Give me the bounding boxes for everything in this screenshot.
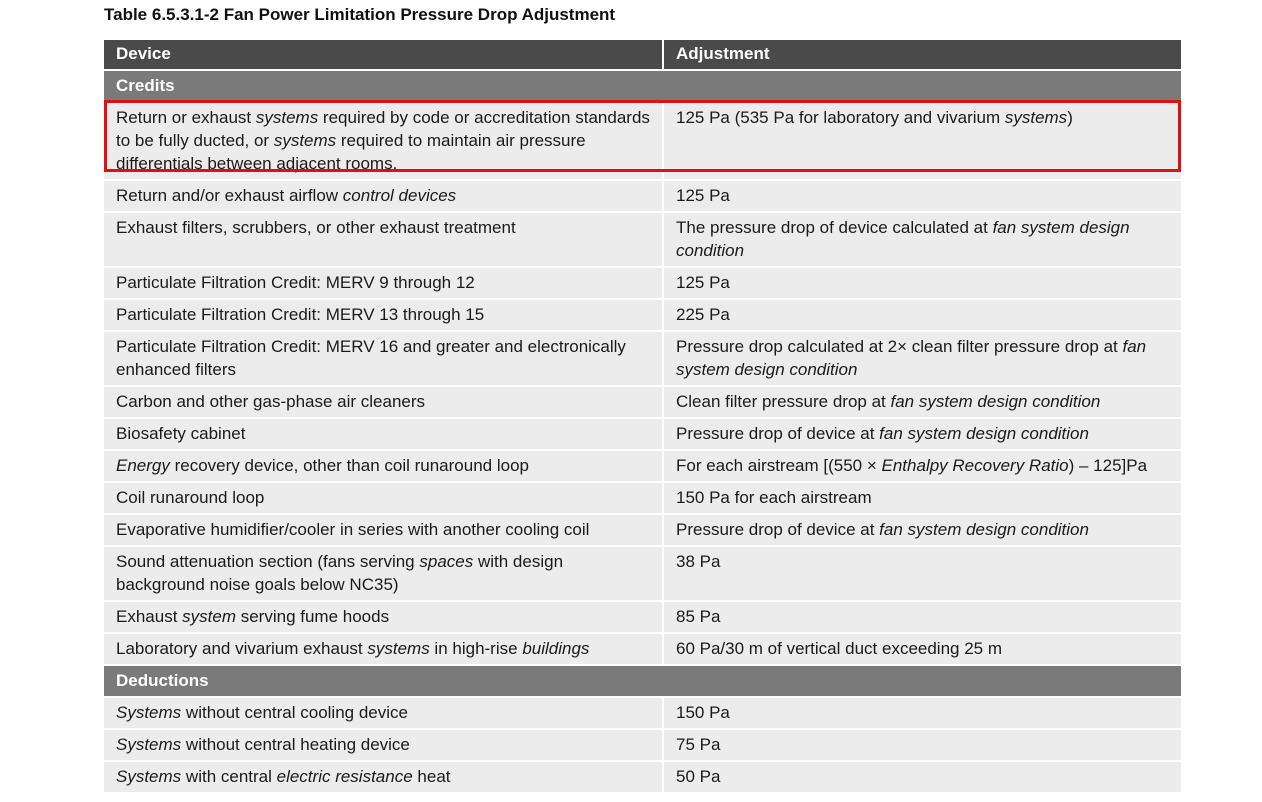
- cell-text: in high-rise: [429, 639, 523, 658]
- defined-term: buildings: [522, 639, 590, 658]
- cell-text: 125 Pa (535 Pa for laboratory and vivarium: [676, 108, 1005, 127]
- device-cell: [104, 213, 664, 268]
- table-row: [104, 387, 1181, 419]
- table-row: [104, 515, 1181, 547]
- adjustment-cell: [664, 332, 1181, 387]
- cell-text: Biosafety cabinet: [116, 424, 246, 443]
- device-cell: [104, 181, 664, 213]
- device-cell: [104, 602, 664, 634]
- cell-text: Return and/or exhaust airflow: [116, 186, 343, 205]
- table-row: [104, 483, 1181, 515]
- table-row: [104, 730, 1181, 762]
- device-cell: [104, 762, 664, 794]
- device-cell: [104, 268, 664, 300]
- cell-text: 225 Pa: [676, 305, 730, 324]
- defined-term: fan system design condition: [890, 392, 1101, 411]
- cell-text: required by code or accreditation standards to be fully ducted, or: [116, 108, 650, 150]
- adjustment-cell: [664, 634, 1181, 666]
- defined-term: electric resistance: [276, 767, 413, 786]
- cell-text: Particulate Filtration Credit: MERV 16 and greater and electronically enhanced filters: [116, 337, 626, 379]
- device-cell: [104, 634, 664, 666]
- cell-text: Return or exhaust: [116, 108, 256, 127]
- adjustment-cell: [664, 762, 1181, 794]
- defined-term: control devices: [342, 186, 457, 205]
- cell-text: For each airstream [(550 ×: [676, 456, 882, 475]
- table-title: Table 6.5.3.1-2 Fan Power Limitation Pressure Drop Adjustment: [104, 5, 616, 24]
- device-cell: [104, 730, 664, 762]
- defined-term: Systems: [116, 703, 182, 722]
- cell-text: without central heating device: [181, 735, 410, 754]
- pressure-drop-table: [104, 40, 1181, 794]
- column-header-adjustment: Adjustment: [664, 40, 1181, 71]
- defined-term: Energy: [116, 456, 170, 475]
- adjustment-cell: [664, 451, 1181, 483]
- device-cell: [104, 419, 664, 451]
- defined-term: systems: [1004, 108, 1068, 127]
- device-cell: [104, 483, 664, 515]
- defined-term: Enthalpy Recovery Ratio: [881, 456, 1069, 475]
- defined-term: Systems: [116, 767, 182, 786]
- cell-text: 85 Pa: [676, 607, 721, 626]
- cell-text: 50 Pa: [676, 767, 721, 786]
- cell-text: Particulate Filtration Credit: MERV 9 through 12: [116, 273, 475, 292]
- table-row: [104, 213, 1181, 268]
- defined-term: systems: [255, 108, 319, 127]
- adjustment-cell: [664, 547, 1181, 602]
- cell-text: 60 Pa/30 m of vertical duct exceeding 25 m: [676, 639, 1003, 658]
- cell-text: ) – 125]Pa: [1068, 456, 1148, 475]
- adjustment-cell: [664, 268, 1181, 300]
- defined-term: fan system design condition: [676, 337, 1147, 379]
- table-row: [104, 300, 1181, 332]
- adjustment-cell: [664, 602, 1181, 634]
- table-row: [104, 451, 1181, 483]
- table-row: [104, 547, 1181, 602]
- device-cell: [104, 300, 664, 332]
- adjustment-cell: [664, 181, 1181, 213]
- cell-text: Carbon and other gas-phase air cleaners: [116, 392, 426, 411]
- cell-text: Sound attenuation section (fans serving: [116, 552, 420, 571]
- table-row: [104, 268, 1181, 300]
- table-row: [104, 634, 1181, 666]
- cell-text: heat: [412, 767, 451, 786]
- cell-text: 150 Pa for each airstream: [676, 488, 872, 507]
- cell-text: recovery device, other than coil runaround loop: [169, 456, 529, 475]
- column-header-device: Device: [104, 40, 664, 71]
- cell-text: 38 Pa: [676, 552, 721, 571]
- cell-text: 125 Pa: [676, 273, 730, 292]
- header-row: [104, 40, 1181, 71]
- adjustment-cell: [664, 419, 1181, 451]
- defined-term: systems: [367, 639, 430, 658]
- adjustment-cell: [664, 387, 1181, 419]
- cell-text: ): [1067, 108, 1073, 127]
- device-cell: [104, 387, 664, 419]
- adjustment-cell: [664, 483, 1181, 515]
- table-row: [104, 698, 1181, 730]
- cell-text: without central cooling device: [181, 703, 408, 722]
- defined-term: systems: [273, 131, 337, 150]
- table-row: [104, 181, 1181, 213]
- adjustment-cell: [664, 730, 1181, 762]
- adjustment-cell: [664, 300, 1181, 332]
- cell-text: with central: [181, 767, 277, 786]
- cell-text: required to maintain air pressure differentials between adjacent rooms.: [116, 131, 586, 173]
- cell-text: Pressure drop calculated at 2× clean filter pressure drop at: [676, 337, 1123, 356]
- cell-text: Clean filter pressure drop at: [676, 392, 891, 411]
- adjustment-cell: [664, 103, 1181, 181]
- adjustment-cell: [664, 213, 1181, 268]
- cell-text: Laboratory and vivarium exhaust: [116, 639, 368, 658]
- table-body: [104, 71, 1181, 794]
- device-cell: [104, 451, 664, 483]
- defined-term: spaces: [419, 552, 474, 571]
- cell-text: 125 Pa: [676, 186, 730, 205]
- cell-text: Exhaust: [116, 607, 183, 626]
- cell-text: The pressure drop of device calculated at: [676, 218, 993, 237]
- section-row-deductions: [104, 666, 1181, 698]
- defined-term: system: [182, 607, 236, 626]
- defined-term: Systems: [116, 735, 182, 754]
- device-cell: [104, 332, 664, 387]
- adjustment-cell: [664, 698, 1181, 730]
- cell-text: serving fume hoods: [236, 607, 390, 626]
- table-row: [104, 762, 1181, 794]
- cell-text: Pressure drop of device at: [676, 520, 880, 539]
- cell-text: Pressure drop of device at: [676, 424, 880, 443]
- defined-term: fan system design condition: [879, 424, 1089, 443]
- table-row: [104, 103, 1181, 181]
- device-cell: [104, 103, 664, 181]
- cell-text: Exhaust filters, scrubbers, or other exhaust treatment: [116, 218, 516, 237]
- table-row: [104, 419, 1181, 451]
- cell-text: with design background noise goals below NC35): [116, 552, 564, 594]
- defined-term: fan system design condition: [676, 218, 1130, 260]
- cell-text: Evaporative humidifier/cooler in series with another cooling coil: [116, 520, 590, 539]
- table-row: [104, 332, 1181, 387]
- device-cell: [104, 515, 664, 547]
- cell-text: Particulate Filtration Credit: MERV 13 through 15: [116, 305, 485, 324]
- cell-text: 75 Pa: [676, 735, 721, 754]
- defined-term: fan system design condition: [879, 520, 1089, 539]
- section-label-deductions: Deductions: [104, 666, 1181, 698]
- cell-text: Coil runaround loop: [116, 488, 265, 507]
- section-label-credits: Credits: [104, 71, 1181, 103]
- adjustment-cell: [664, 515, 1181, 547]
- device-cell: [104, 698, 664, 730]
- table-row: [104, 602, 1181, 634]
- section-row-credits: [104, 71, 1181, 103]
- cell-text: 150 Pa: [676, 703, 730, 722]
- device-cell: [104, 547, 664, 602]
